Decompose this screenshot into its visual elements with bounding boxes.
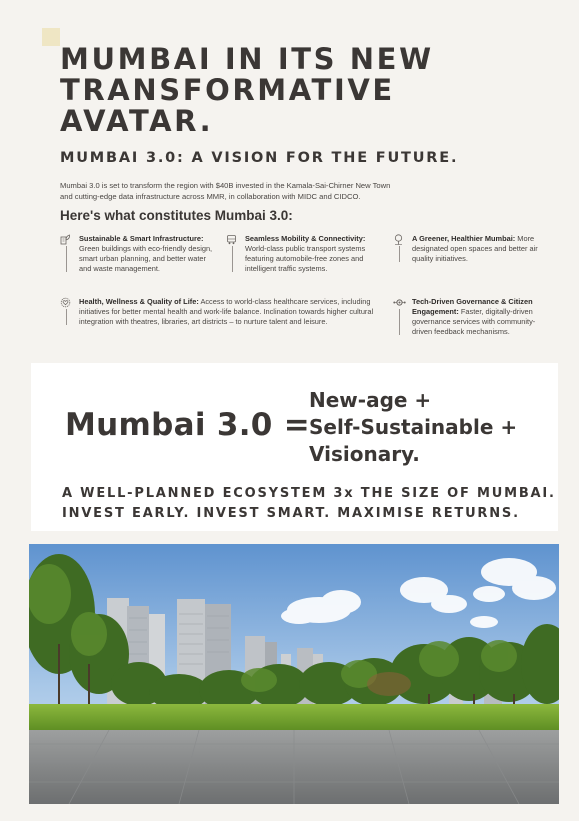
corner-accent-square — [42, 28, 60, 46]
intro-line-1: Mumbai 3.0 is set to transform the region with $40B invested in the Kamala-Sai-Chirner New Town — [60, 181, 391, 190]
wellness-icon — [60, 297, 71, 308]
feature-title: Seamless Mobility & Connectivity: — [245, 234, 366, 243]
tree-icon — [393, 234, 404, 245]
equation-term-2: Self-Sustainable + — [309, 415, 518, 439]
equation-left: Mumbai 3.0 = — [65, 407, 311, 443]
title-line-3: AVATAR. — [60, 104, 214, 138]
feature-title: Health, Wellness & Quality of Life: — [79, 297, 199, 306]
feature-greener-healthier — [393, 234, 543, 264]
equation-right — [309, 387, 554, 468]
tagline — [62, 484, 562, 524]
title-line-2: TRANSFORMATIVE — [60, 73, 395, 107]
page-title — [60, 44, 560, 137]
feature-body: Faster, digitally-driven governance services with community-driven feedback mechanisms. — [412, 307, 536, 336]
feature-title: Sustainable & Smart Infrastructure: — [79, 234, 204, 243]
intro-paragraph — [60, 180, 500, 202]
transport-icon — [226, 234, 237, 245]
feature-body: Green buildings with eco-friendly design, smart urban planning, and better water and waste management. — [79, 244, 213, 273]
title-line-1: MUMBAI IN ITS NEW — [60, 42, 434, 76]
feature-body: More designated open spaces and better air quality initiatives. — [412, 234, 538, 263]
feature-body: World-class public transport systems featuring automobile-free zones and intelligent traffic systems. — [245, 244, 366, 273]
feature-title: A Greener, Healthier Mumbai: — [412, 234, 516, 243]
tagline-line-2: INVEST EARLY. INVEST SMART. MAXIMISE RETURNS. — [62, 506, 520, 521]
page-subtitle: MUMBAI 3.0: A VISION FOR THE FUTURE. — [60, 150, 459, 166]
feature-body: Access to world-class healthcare services, including initiatives for better mental health and work-life balance. Inclination towards higher cultural integration with theatres, libraries, art districts – to nurture talent and leisure. — [79, 297, 374, 326]
equation-panel — [31, 363, 558, 531]
equation-term-3: Visionary. — [309, 442, 420, 466]
city-park-photo — [29, 544, 559, 804]
feature-title: Tech-Driven Governance & Citizen Engagement: — [412, 297, 533, 316]
intro-line-2: and cutting-edge data infrastructure across MMR, in collaboration with MIDC and CIDCO. — [60, 192, 361, 201]
tagline-line-1: A WELL-PLANNED ECOSYSTEM 3x THE SIZE OF MUMBAI. — [62, 486, 556, 501]
feature-tech-governance — [393, 297, 553, 337]
equation-term-1: New-age + — [309, 388, 432, 412]
features-heading: Here's what constitutes Mumbai 3.0: — [60, 208, 293, 223]
feature-mobility-connectivity — [226, 234, 386, 274]
leaf-building-icon — [60, 234, 71, 245]
gear-network-icon — [393, 297, 406, 308]
feature-health-wellness — [60, 297, 380, 327]
feature-sustainable-infrastructure — [60, 234, 220, 274]
